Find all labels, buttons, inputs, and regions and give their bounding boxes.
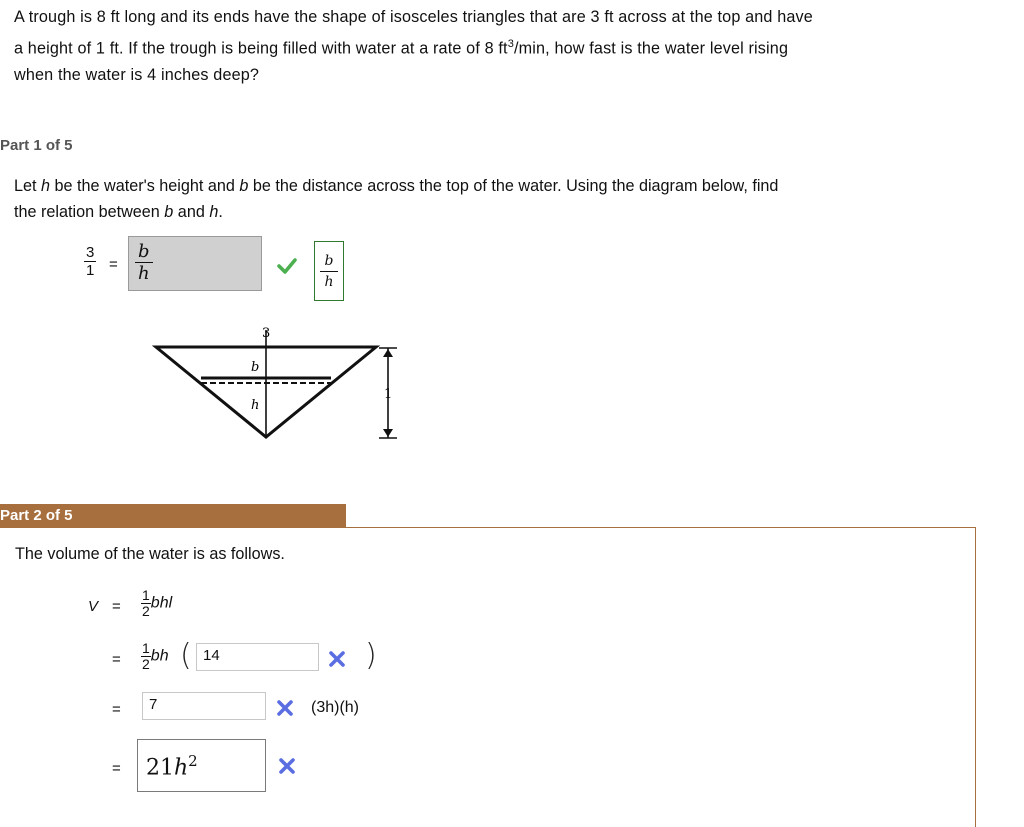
check-icon [276,255,298,277]
problem-statement [14,4,974,89]
text-seg: the relation between [14,202,165,221]
volume-var: V [88,598,99,615]
correct-numerator: b [324,252,334,269]
text-seg: Let [14,177,42,195]
var-h: h [41,177,51,195]
side-dim-bottom-arrow [383,429,393,437]
row3-input[interactable]: 7 [142,692,266,720]
text-seg: be the distance across the top of the water. Using the diagram below, find [248,177,779,195]
row2-close-paren: ) [365,638,377,673]
row4-exp: 2 [188,752,198,770]
row1-expression: $\frac{1}{2}$ bhl [142,587,173,619]
row1-equals: = [112,598,121,615]
answer-numerator: b [138,241,150,262]
equals-sign: = [109,256,118,273]
row2-incorrect-icon [328,650,346,668]
answer-denominator: h [138,263,150,284]
problem-line-2b: /min, how fast is the water level rising [514,39,789,58]
var-b: b [164,202,174,221]
part1-header: Part 1 of 5 [0,137,73,154]
text-seg: . [218,202,223,221]
row4-coef: 21 [146,755,174,781]
row2-equals: = [112,651,121,668]
row4-var: h [174,755,189,781]
row2-expression: $\frac{1}{2}$ bh [142,640,169,672]
lhs-denominator: 1 [86,262,95,279]
row3-equals: = [112,701,121,718]
part1-instructions [14,174,974,225]
var-b: b [239,177,249,195]
row2-open-paren: ( [180,638,192,673]
part1-answer-box[interactable] [128,236,262,291]
side-dim-top-arrow [383,349,393,357]
problem-line-1: A trough is 8 ft long and its ends have the shape of isosceles triangles that are 3 ft across at the top and have [14,8,813,26]
part2-header: Part 2 of 5 [0,504,346,528]
label-side-1: 1 [384,387,393,402]
text-seg: be the water's height and [50,177,240,195]
correct-answer-box [314,241,344,301]
lhs-numerator: 3 [86,244,95,261]
text-seg: and [173,202,210,221]
label-top-3: 3 [262,326,271,341]
problem-line-3: when the water is 4 inches deep? [14,66,260,85]
var-h: h [209,202,219,221]
part2-intro: The volume of the water is as follows. [15,545,285,563]
problem-line-2 [14,31,974,62]
label-h: h [251,398,260,413]
row4-equals: = [112,760,121,777]
relation-lhs-fraction [84,244,96,279]
row4-answer-box[interactable] [137,739,266,792]
problem-line-2a: a height of 1 ft. If the trough is being filled with water at a rate of 8 ft [14,39,508,58]
row3-incorrect-icon [276,699,294,717]
row3-after-expression: (3h)(h) [311,699,360,716]
row2-length-input[interactable]: 14 [196,643,319,671]
correct-denominator: h [324,273,334,290]
label-b: b [251,360,260,375]
trough-diagram [150,320,410,445]
cubic-superscript: 3 [507,38,514,50]
row4-incorrect-icon [278,757,296,775]
